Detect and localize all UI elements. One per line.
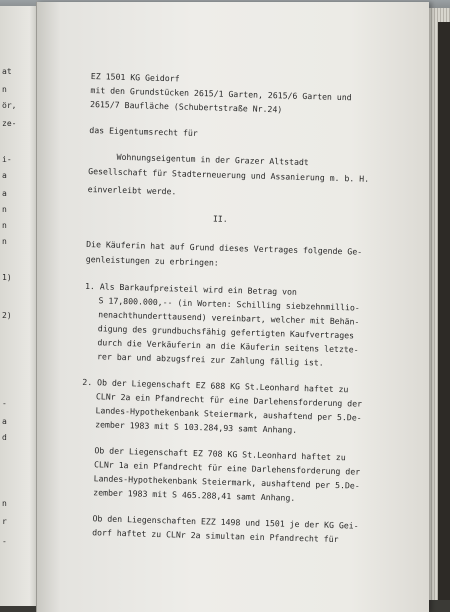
left-page-fragment: ze- <box>2 119 17 128</box>
document-line: Ob den Liegenschaften EZZ 1498 und 1501 je der KG Gei- <box>92 513 359 531</box>
document-line: einverleibt werde. <box>87 183 177 197</box>
typed-text-block <box>82 71 411 545</box>
document-line: Wohnungseigentum in der Grazer Altstadt <box>116 151 309 168</box>
document-page <box>36 2 429 612</box>
document-line: 1. Als Barkaufpreisteil wird ein Betrag von <box>84 280 298 297</box>
document-line: zember 1983 mit S 103.284,93 samt Anhang. <box>95 419 298 435</box>
left-page-fragment: n <box>2 221 7 230</box>
document-line: nenachthunderttausend) vereinbart, welcher mit Behän- <box>98 309 360 327</box>
left-page-fragment: ör, <box>2 101 17 110</box>
document-line: 2615/7 Baufläche (Schubertstraße Nr.24) <box>89 98 283 115</box>
book-shadow <box>438 22 450 600</box>
document-line: CLNr 2a ein Pfandrecht für eine Darlehensforderung der <box>95 391 363 409</box>
document-line: dorf haftet zu CLNr 2a simultan ein Pfandrecht für <box>92 527 339 545</box>
document-line: CLNr 1a ein Pfandrecht für eine Darlehensforderung der <box>93 459 361 477</box>
left-page-fragment: - <box>2 399 7 408</box>
document-line: II. <box>212 213 228 224</box>
left-page-fragment: n <box>2 499 7 508</box>
document-line: EZ 1501 KG Geidorf <box>90 71 180 84</box>
document-line: digung des grundbuchsfähig gefertigten Kaufvertrages <box>97 323 355 341</box>
left-page-fragment: - <box>2 537 7 546</box>
left-page-fragment: at <box>2 67 12 76</box>
left-page-fragment: 1) <box>2 273 12 282</box>
left-page-fragment: d <box>2 433 7 442</box>
document-line: mit den Grundstücken 2615/1 Garten, 2615/6 Garten und <box>90 84 352 103</box>
document-line: rer bar und abzugsfrei zur Zahlung fällig ist. <box>96 351 324 368</box>
document-line: S 17,800.000,-- (in Worten: Schilling siebzehnmillio- <box>98 295 360 313</box>
document-line: Landes-Hypothekenbank Steiermark, aushaftend per 5.De- <box>93 473 360 491</box>
left-page-fragment: n <box>2 237 7 246</box>
left-page-fragment: a <box>2 417 7 426</box>
document-line: genleistungen zu erbringen: <box>85 253 219 268</box>
document-line: das Eigentumsrecht für <box>89 124 198 139</box>
left-page-fragment: n <box>2 205 7 214</box>
document-line: 2. Ob der Liegenschaft EZ 688 KG St.Leonhard haftet zu <box>82 376 349 395</box>
document-line: Landes-Hypothekenbank Steiermark, aushaftend per 5.De- <box>95 405 362 423</box>
left-page-fragment: a <box>2 189 7 198</box>
document-line: durch die Verkäuferin an die Käuferin seitens letzte- <box>97 337 359 355</box>
document-line: Gesellschaft für Stadterneuerung und Assanierung m. b. H. <box>88 165 370 184</box>
left-page-fragment: 2) <box>2 311 12 320</box>
left-page-fragment: i- <box>2 155 12 164</box>
left-page-fragment: a <box>2 171 7 180</box>
left-page-fragment: n <box>2 85 7 94</box>
document-line: Die Käuferin hat auf Grund dieses Vertrages folgende Ge- <box>86 238 363 257</box>
left-page-fragment: r <box>2 517 7 526</box>
document-line: Ob der Liegenschaft EZ 708 KG St.Leonhard haftet zu <box>94 445 346 463</box>
document-line: zember 1983 mit S 465.288,41 samt Anhang. <box>93 487 296 503</box>
